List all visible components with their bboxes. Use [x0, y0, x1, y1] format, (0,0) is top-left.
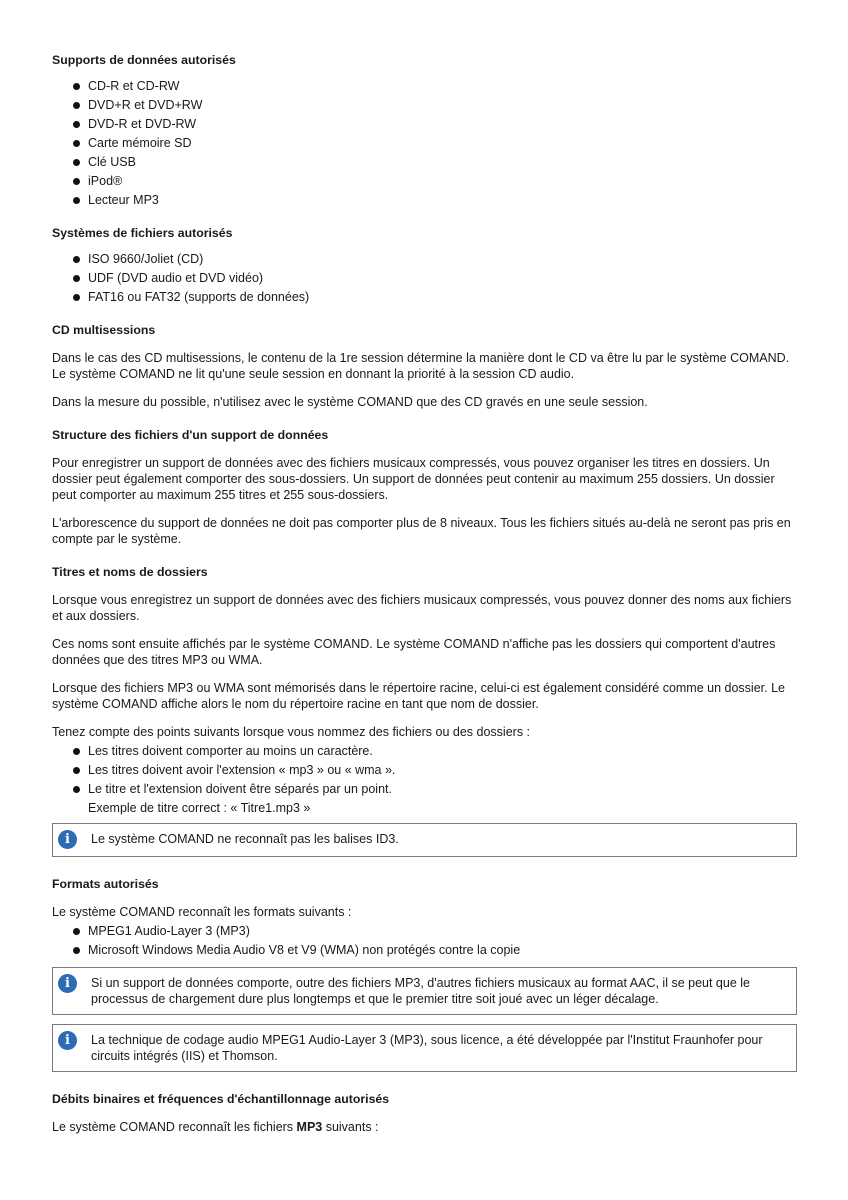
bullet-icon [73, 197, 80, 204]
list-item: Microsoft Windows Media Audio V8 et V9 (WMA) non protégés contre la copie [52, 941, 798, 960]
bullet-icon [73, 748, 80, 755]
bullet-icon [73, 140, 80, 147]
paragraph: Tenez compte des points suivants lorsque vous nommez des fichiers ou des dossiers : [52, 725, 531, 739]
info-icon: i [58, 830, 77, 849]
info-note [52, 823, 797, 857]
note-text: Si un support de données comporte, outre des fichiers MP3, d'autres fichiers musicaux au format AAC, il se peut que le processus de chargement dure plus longtemps et que le premier titre soit joué avec un léger décalage. [91, 976, 750, 1006]
heading-bitrates: Débits binaires et fréquences d'échantillonnage autorisés [52, 1092, 390, 1106]
list-item: Lecteur MP3 [52, 191, 798, 210]
bullet-icon [73, 767, 80, 774]
list-filesystems [52, 250, 798, 307]
list-item: DVD+R et DVD+RW [52, 96, 798, 115]
heading-structure: Structure des fichiers d'un support de données [52, 428, 329, 442]
example-text: Exemple de titre correct : « Titre1.mp3 » [88, 801, 311, 815]
heading-formats: Formats autorisés [52, 877, 159, 891]
paragraph: Pour enregistrer un support de données avec des fichiers musicaux compressés, vous pouvez organiser les titres en dossiers. Un dossier peut également comporter des sous-dossiers. Un support de données peut contenir au maximum 255 dossiers. Un dossier peut comporter au maximum 255 titres et 255 sous-dossiers. [52, 456, 775, 502]
heading-filesystems: Systèmes de fichiers autorisés [52, 226, 233, 240]
list-item: CD-R et CD-RW [52, 77, 798, 96]
list-item: FAT16 ou FAT32 (supports de données) [52, 288, 798, 307]
bullet-icon [73, 83, 80, 90]
paragraph: Lorsque des fichiers MP3 ou WMA sont mémorisés dans le répertoire racine, celui-ci est également considéré comme un dossier. Le système COMAND affiche alors le nom du répertoire racine en tant que nom de dossier. [52, 681, 785, 711]
info-note [52, 1024, 797, 1072]
paragraph: Le système COMAND reconnaît les formats suivants : [52, 905, 352, 919]
list-item: DVD-R et DVD-RW [52, 115, 798, 134]
list-item: Les titres doivent comporter au moins un caractère. [52, 742, 798, 761]
bullet-icon [73, 102, 80, 109]
bullet-icon [73, 275, 80, 282]
info-icon: i [58, 974, 77, 993]
paragraph: Ces noms sont ensuite affichés par le système COMAND. Le système COMAND n'affiche pas les dossiers qui comportent d'autres données que des titres MP3 ou WMA. [52, 637, 776, 667]
bullet-icon [73, 256, 80, 263]
heading-multisession: CD multisessions [52, 323, 156, 337]
list-supports [52, 77, 798, 210]
info-note [52, 967, 797, 1015]
list-item: UDF (DVD audio et DVD vidéo) [52, 269, 798, 288]
heading-supports: Supports de données autorisés [52, 53, 236, 67]
bullet-icon [73, 786, 80, 793]
paragraph: Lorsque vous enregistrez un support de données avec des fichiers musicaux compressés, vous pouvez donner des noms aux fichiers et aux dossiers. [52, 593, 792, 623]
info-icon: i [58, 1031, 77, 1050]
list-name-rules [52, 742, 798, 799]
list-item: Carte mémoire SD [52, 134, 798, 153]
note-text: La technique de codage audio MPEG1 Audio-Layer 3 (MP3), sous licence, a été développée par l'Institut Fraunhofer pour circuits intégrés (IIS) et Thomson. [91, 1033, 763, 1063]
list-item: MPEG1 Audio-Layer 3 (MP3) [52, 922, 798, 941]
note-text: Le système COMAND ne reconnaît pas les balises ID3. [91, 832, 399, 846]
paragraph: Dans le cas des CD multisessions, le contenu de la 1re session détermine la manière dont le CD va être lu par le système COMAND. Le système COMAND ne lit qu'une seule session en donnant la priorité à la session CD audio. [52, 351, 790, 381]
list-item: Clé USB [52, 153, 798, 172]
bullet-icon [73, 178, 80, 185]
bullet-icon [73, 294, 80, 301]
paragraph: Le système COMAND reconnaît les fichiers MP3 suivants : [52, 1120, 379, 1134]
list-formats [52, 922, 798, 960]
bullet-icon [73, 947, 80, 954]
list-item: Le titre et l'extension doivent être séparés par un point. [52, 780, 798, 799]
heading-names: Titres et noms de dossiers [52, 565, 208, 579]
document-page [52, 52, 798, 1135]
list-item: iPod® [52, 172, 798, 191]
bullet-icon [73, 121, 80, 128]
paragraph: Dans la mesure du possible, n'utilisez avec le système COMAND que des CD gravés en une seule session. [52, 395, 648, 409]
list-item: Les titres doivent avoir l'extension « mp3 » ou « wma ». [52, 761, 798, 780]
bullet-icon [73, 159, 80, 166]
list-item: ISO 9660/Joliet (CD) [52, 250, 798, 269]
paragraph: L'arborescence du support de données ne doit pas comporter plus de 8 niveaux. Tous les fichiers situés au-delà ne seront pas pris en compte par le système. [52, 516, 791, 546]
bullet-icon [73, 928, 80, 935]
